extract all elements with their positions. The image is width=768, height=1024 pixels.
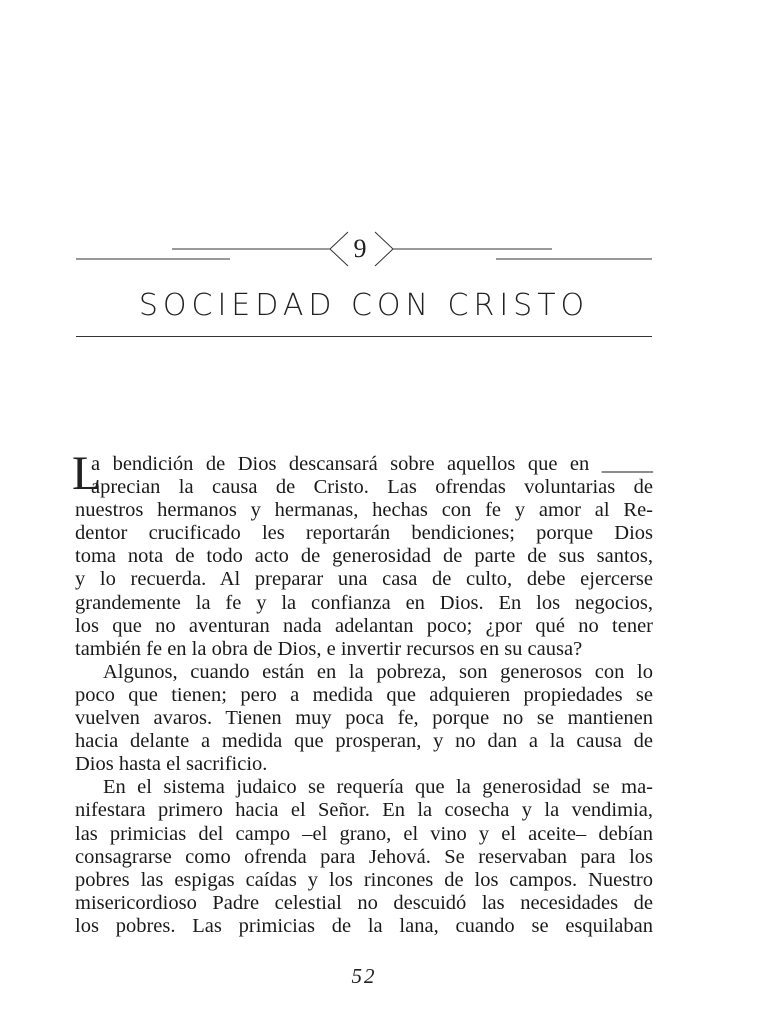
text-line: pobres las espigas caídas y los rincones de los campos. Nuestro xyxy=(75,868,653,891)
text-line: Dios hasta el sacrificio. xyxy=(75,753,268,776)
chapter-ornament xyxy=(0,225,768,275)
text-line: también fe en la obra de Dios, e invertir recursos en su causa? xyxy=(75,637,583,660)
text-line: En el sistema judaico se requería que la generosidad se ma- xyxy=(103,776,653,799)
text-line: L a bendición de Dios descansará sobre aquellos que en _____ xyxy=(72,447,653,500)
text-line: dentor crucificado les reportarán bendiciones; porque Dios xyxy=(75,522,653,545)
text-line: las primicias del campo –el grano, el vino y el aceite– debían xyxy=(75,822,653,845)
page-number: 52 xyxy=(351,964,377,988)
text-line: Algunos, cuando están en la pobreza, son generosos con lo xyxy=(103,660,653,683)
chapter-title: SOCIEDAD CON CRISTO xyxy=(138,288,590,323)
chapter-number: 9 xyxy=(353,234,367,263)
text-line: toma nota de todo acto de generosidad de parte de sus santos, xyxy=(75,545,653,568)
text-line: consagrarse como ofrenda para Jehová. Se reservaban para los xyxy=(75,845,653,868)
drop-cap: L xyxy=(72,447,102,500)
text-line: nuestros hermanos y hermanas, hechas con fe y amor al Re- xyxy=(75,499,653,522)
text-line: los que no aventuran nada adelantan poco; ¿por qué no tener xyxy=(75,614,653,637)
chapter-body xyxy=(72,447,653,938)
text-line: poco que tienen; pero a medida que adquieren propiedades se xyxy=(75,683,653,706)
text-line: hacia delante a medida que prosperan, y no dan a la causa de xyxy=(75,730,653,753)
text-line: nifestara primero hacia el Señor. En la cosecha y la vendimia, xyxy=(75,799,653,822)
text-line: grandemente la fe y la confianza en Dios. En los negocios, xyxy=(75,591,653,614)
text-line: vuelven avaros. Tienen muy poca fe, porque no se mantienen xyxy=(75,707,653,730)
text-line: aprecian la causa de Cristo. Las ofrendas voluntarias de xyxy=(91,476,653,499)
text-line: misericordioso Padre celestial no descuidó las necesidades de xyxy=(75,891,653,914)
title-underline xyxy=(76,336,652,337)
text-line: y lo recuerda. Al preparar una casa de culto, debe ejercerse xyxy=(75,568,653,591)
text-line: los pobres. Las primicias de la lana, cuando se esquilaban xyxy=(75,914,653,937)
